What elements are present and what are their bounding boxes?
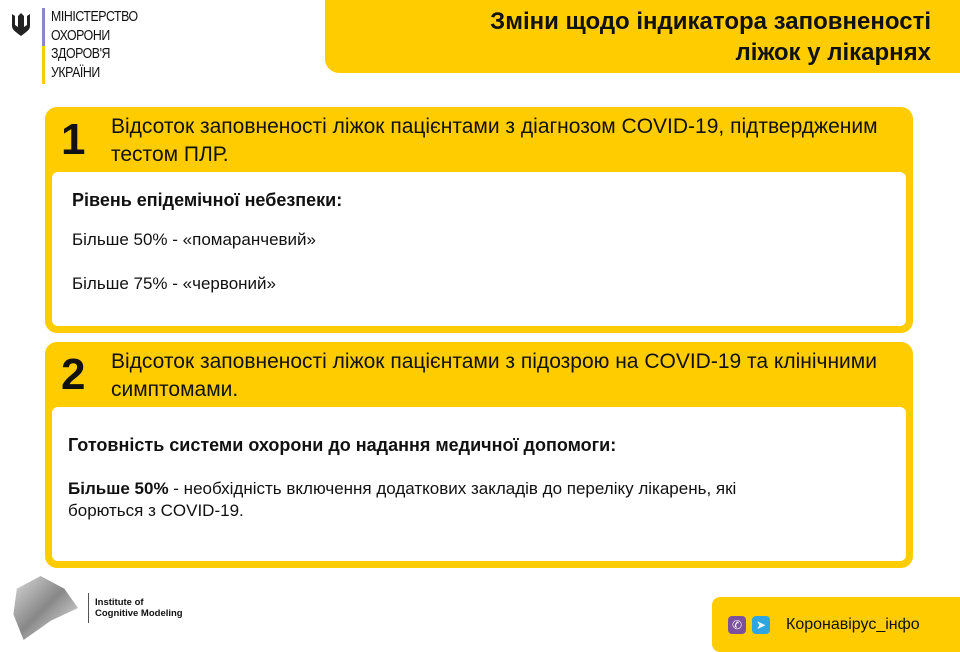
logo-divider [88, 593, 89, 623]
viber-icon[interactable]: ✆ [728, 616, 746, 634]
card-heading: Відсоток заповненості ліжок пацієнтами з підозрою на COVID-19 та клінічними симптомами. [111, 350, 877, 401]
trident-icon [10, 12, 32, 38]
card-subheading: Рівень епідемічної небезпеки: [72, 190, 343, 210]
channel-badge[interactable] [712, 597, 960, 652]
title-line: ліжок у лікарнях [735, 39, 931, 66]
channel-name[interactable]: Коронавірус_інфо [786, 615, 920, 633]
card-number: 2 [61, 350, 86, 399]
indicator-card-1 [45, 107, 913, 333]
card-body [52, 172, 906, 326]
threshold-description: - необхідність включення додаткових закладів до переліку лікарень, які борються з COVID-19. [68, 479, 737, 520]
card-subheading: Готовність системи охорони до надання медичної допомоги: [68, 435, 617, 455]
logo-divider [42, 8, 45, 84]
card-heading: Відсоток заповненості ліжок пацієнтами з діагнозом COVID-19, підтвердженим тестом ПЛР. [111, 115, 878, 166]
ministry-line: ОХОРОНИ [51, 27, 110, 44]
threshold-orange: Більше 50% - «помаранчевий» [72, 230, 317, 249]
institute-logo [10, 576, 183, 640]
ministry-logo [10, 8, 153, 84]
institute-name: Institute of [95, 597, 144, 608]
threshold-value: Більше 50% [68, 479, 169, 498]
ministry-name [51, 8, 138, 82]
ministry-line: УКРАЇНИ [51, 64, 100, 81]
page-title [325, 0, 960, 73]
title-line: Зміни щодо індикатора заповненості [490, 8, 931, 35]
card-number: 1 [61, 115, 86, 164]
ministry-line: ЗДОРОВ'Я [51, 46, 110, 62]
card-body [52, 407, 906, 561]
institute-logo-icon [10, 576, 78, 640]
ministry-line: МІНІСТЕРСТВО [51, 9, 138, 25]
telegram-icon[interactable]: ➤ [752, 616, 770, 634]
threshold-text [68, 478, 890, 522]
threshold-red: Більше 75% - «червоний» [72, 274, 277, 293]
indicator-card-2 [45, 342, 913, 568]
institute-name: Cognitive Modeling [95, 608, 183, 619]
